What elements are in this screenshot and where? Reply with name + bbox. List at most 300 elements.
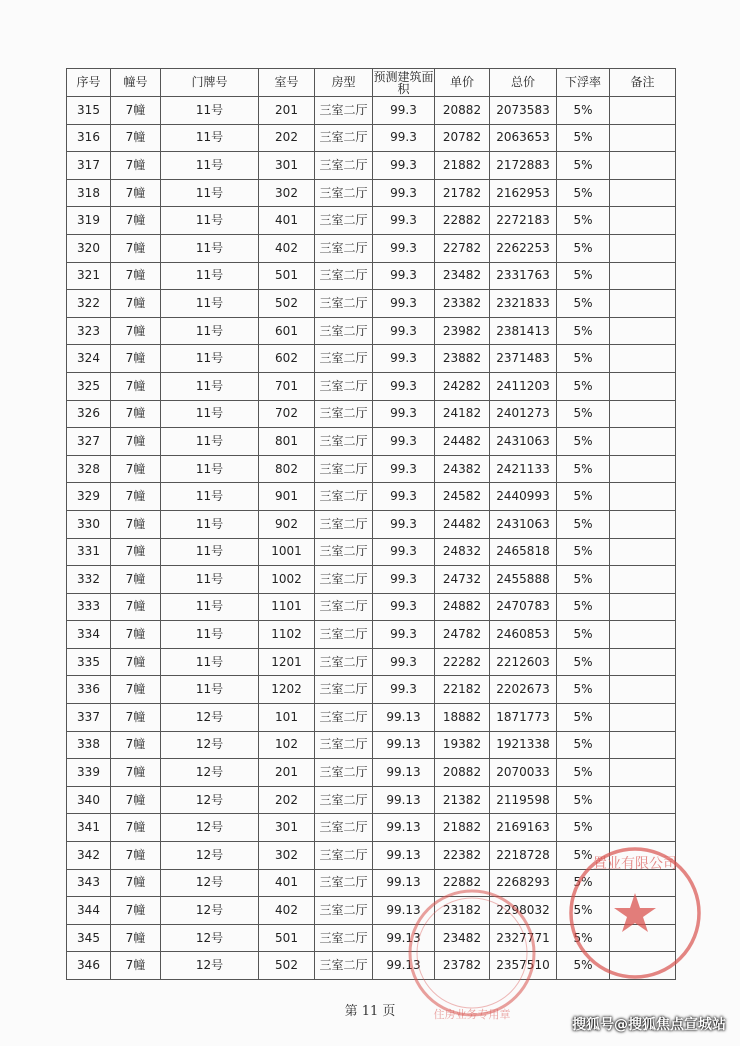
cell-building: 7幢 [111,345,161,373]
cell-area: 99.3 [373,262,435,290]
cell-remark [610,814,676,842]
table-row [67,593,676,621]
cell-total-price: 2431063 [490,510,557,538]
cell-building: 7幢 [111,621,161,649]
cell-area: 99.3 [373,124,435,152]
table-row [67,621,676,649]
cell-unit-price: 22882 [435,207,490,235]
cell-unit-price: 20782 [435,124,490,152]
table-row [67,731,676,759]
cell-seq: 331 [67,538,111,566]
cell-layout: 三室二厅 [315,124,373,152]
cell-area: 99.3 [373,676,435,704]
cell-layout: 三室二厅 [315,97,373,125]
cell-area: 99.3 [373,290,435,318]
cell-door-number: 11号 [161,566,259,594]
cell-layout: 三室二厅 [315,786,373,814]
cell-remark [610,869,676,897]
cell-remark [610,621,676,649]
cell-area: 99.13 [373,869,435,897]
cell-seq: 334 [67,621,111,649]
cell-remark [610,676,676,704]
cell-total-price: 1871773 [490,704,557,732]
cell-total-price: 2070033 [490,759,557,787]
cell-building: 7幢 [111,593,161,621]
cell-building: 7幢 [111,897,161,925]
cell-door-number: 11号 [161,234,259,262]
cell-unit-price: 23782 [435,952,490,980]
cell-area: 99.3 [373,317,435,345]
cell-area: 99.13 [373,952,435,980]
cell-total-price: 2431063 [490,428,557,456]
cell-building: 7幢 [111,234,161,262]
cell-door-number: 12号 [161,704,259,732]
cell-remark [610,428,676,456]
cell-seq: 324 [67,345,111,373]
cell-building: 7幢 [111,510,161,538]
cell-area: 99.13 [373,731,435,759]
cell-seq: 321 [67,262,111,290]
cell-remark [610,207,676,235]
cell-building: 7幢 [111,483,161,511]
cell-unit-price: 18882 [435,704,490,732]
cell-building: 7幢 [111,648,161,676]
cell-total-price: 2455888 [490,566,557,594]
cell-room: 302 [259,842,315,870]
cell-seq: 341 [67,814,111,842]
cell-seq: 330 [67,510,111,538]
cell-layout: 三室二厅 [315,372,373,400]
cell-unit-price: 20882 [435,759,490,787]
table-row [67,897,676,925]
table-row [67,262,676,290]
cell-layout: 三室二厅 [315,455,373,483]
cell-discount: 5% [557,566,610,594]
cell-building: 7幢 [111,952,161,980]
cell-door-number: 12号 [161,869,259,897]
cell-seq: 332 [67,566,111,594]
cell-building: 7幢 [111,786,161,814]
cell-unit-price: 22282 [435,648,490,676]
cell-layout: 三室二厅 [315,593,373,621]
cell-layout: 三室二厅 [315,731,373,759]
cell-room: 501 [259,262,315,290]
cell-layout: 三室二厅 [315,676,373,704]
cell-unit-price: 23182 [435,897,490,925]
cell-seq: 344 [67,897,111,925]
cell-remark [610,179,676,207]
cell-door-number: 12号 [161,924,259,952]
cell-area: 99.13 [373,842,435,870]
cell-room: 701 [259,372,315,400]
cell-total-price: 2381413 [490,317,557,345]
cell-area: 99.3 [373,648,435,676]
cell-area: 99.13 [373,759,435,787]
cell-door-number: 11号 [161,400,259,428]
cell-seq: 340 [67,786,111,814]
cell-area: 99.13 [373,897,435,925]
table-row [67,152,676,180]
cell-discount: 5% [557,593,610,621]
cell-room: 902 [259,510,315,538]
table-row [67,455,676,483]
cell-total-price: 2268293 [490,869,557,897]
cell-layout: 三室二厅 [315,290,373,318]
cell-area: 99.3 [373,97,435,125]
cell-room: 601 [259,317,315,345]
cell-seq: 333 [67,593,111,621]
cell-area: 99.3 [373,566,435,594]
cell-room: 502 [259,952,315,980]
cell-total-price: 2212603 [490,648,557,676]
cell-unit-price: 24482 [435,510,490,538]
cell-discount: 5% [557,704,610,732]
cell-building: 7幢 [111,814,161,842]
cell-total-price: 2460853 [490,621,557,649]
cell-seq: 343 [67,869,111,897]
cell-total-price: 2327771 [490,924,557,952]
cell-remark [610,372,676,400]
cell-total-price: 2202673 [490,676,557,704]
cell-room: 1101 [259,593,315,621]
cell-seq: 328 [67,455,111,483]
cell-building: 7幢 [111,428,161,456]
header-door-number: 门牌号 [161,69,259,97]
cell-unit-price: 22782 [435,234,490,262]
cell-area: 99.3 [373,455,435,483]
cell-seq: 329 [67,483,111,511]
header-discount: 下浮率 [557,69,610,97]
cell-total-price: 2162953 [490,179,557,207]
cell-total-price: 2440993 [490,483,557,511]
cell-remark [610,648,676,676]
header-total-price: 总价 [490,69,557,97]
cell-area: 99.3 [373,400,435,428]
cell-door-number: 12号 [161,842,259,870]
cell-area: 99.3 [373,510,435,538]
cell-area: 99.3 [373,428,435,456]
cell-total-price: 2063653 [490,124,557,152]
cell-area: 99.3 [373,207,435,235]
cell-remark [610,345,676,373]
cell-seq: 337 [67,704,111,732]
cell-discount: 5% [557,924,610,952]
cell-total-price: 2411203 [490,372,557,400]
cell-room: 401 [259,869,315,897]
cell-total-price: 2470783 [490,593,557,621]
cell-remark [610,400,676,428]
cell-remark [610,786,676,814]
cell-door-number: 12号 [161,731,259,759]
cell-discount: 5% [557,234,610,262]
cell-room: 101 [259,704,315,732]
cell-door-number: 11号 [161,179,259,207]
cell-building: 7幢 [111,538,161,566]
cell-building: 7幢 [111,704,161,732]
table-row [67,372,676,400]
cell-discount: 5% [557,731,610,759]
cell-unit-price: 19382 [435,731,490,759]
table-row [67,704,676,732]
cell-discount: 5% [557,538,610,566]
cell-remark [610,97,676,125]
watermark-text: 搜狐号@搜狐焦点宣城站 [572,1017,726,1033]
cell-room: 1001 [259,538,315,566]
cell-remark [610,842,676,870]
cell-seq: 346 [67,952,111,980]
cell-door-number: 11号 [161,207,259,235]
cell-building: 7幢 [111,924,161,952]
cell-building: 7幢 [111,179,161,207]
cell-unit-price: 23482 [435,924,490,952]
cell-total-price: 2119598 [490,786,557,814]
cell-building: 7幢 [111,869,161,897]
cell-layout: 三室二厅 [315,566,373,594]
cell-total-price: 2172883 [490,152,557,180]
table-row [67,179,676,207]
header-room: 室号 [259,69,315,97]
cell-unit-price: 23382 [435,290,490,318]
cell-discount: 5% [557,897,610,925]
table-row [67,814,676,842]
cell-discount: 5% [557,345,610,373]
cell-door-number: 11号 [161,538,259,566]
cell-total-price: 2298032 [490,897,557,925]
cell-discount: 5% [557,621,610,649]
cell-room: 802 [259,455,315,483]
cell-door-number: 11号 [161,621,259,649]
cell-seq: 327 [67,428,111,456]
cell-room: 302 [259,179,315,207]
cell-unit-price: 24282 [435,372,490,400]
cell-building: 7幢 [111,152,161,180]
cell-seq: 315 [67,97,111,125]
cell-layout: 三室二厅 [315,207,373,235]
cell-room: 702 [259,400,315,428]
cell-seq: 325 [67,372,111,400]
cell-discount: 5% [557,152,610,180]
cell-discount: 5% [557,428,610,456]
cell-layout: 三室二厅 [315,648,373,676]
header-building: 幢号 [111,69,161,97]
cell-layout: 三室二厅 [315,814,373,842]
cell-remark [610,731,676,759]
svg-text:置业有限公司: 置业有限公司 [593,856,677,872]
cell-total-price: 1921338 [490,731,557,759]
cell-remark [610,952,676,980]
cell-room: 901 [259,483,315,511]
svg-text:住房业务专用章: 住房业务专用章 [433,1008,511,1021]
cell-door-number: 11号 [161,124,259,152]
cell-room: 1201 [259,648,315,676]
cell-discount: 5% [557,97,610,125]
table-row [67,317,676,345]
price-table [66,68,676,980]
cell-area: 99.3 [373,483,435,511]
cell-total-price: 2421133 [490,455,557,483]
cell-room: 502 [259,290,315,318]
cell-building: 7幢 [111,455,161,483]
cell-remark [610,317,676,345]
cell-unit-price: 24782 [435,621,490,649]
cell-remark [610,897,676,925]
cell-door-number: 11号 [161,593,259,621]
cell-remark [610,510,676,538]
header-remark: 备注 [610,69,676,97]
cell-seq: 319 [67,207,111,235]
cell-building: 7幢 [111,290,161,318]
cell-room: 201 [259,759,315,787]
cell-door-number: 12号 [161,786,259,814]
cell-seq: 322 [67,290,111,318]
cell-unit-price: 23882 [435,345,490,373]
cell-remark [610,759,676,787]
cell-discount: 5% [557,400,610,428]
cell-total-price: 2272183 [490,207,557,235]
cell-discount: 5% [557,372,610,400]
cell-seq: 336 [67,676,111,704]
cell-room: 602 [259,345,315,373]
cell-discount: 5% [557,814,610,842]
cell-unit-price: 22382 [435,842,490,870]
cell-room: 501 [259,924,315,952]
cell-building: 7幢 [111,124,161,152]
cell-area: 99.3 [373,372,435,400]
cell-area: 99.13 [373,786,435,814]
cell-area: 99.3 [373,593,435,621]
cell-unit-price: 24882 [435,593,490,621]
cell-unit-price: 24382 [435,455,490,483]
header-unit-price: 单价 [435,69,490,97]
cell-building: 7幢 [111,400,161,428]
cell-discount: 5% [557,786,610,814]
cell-area: 99.3 [373,538,435,566]
cell-layout: 三室二厅 [315,428,373,456]
cell-layout: 三室二厅 [315,621,373,649]
cell-room: 102 [259,731,315,759]
cell-seq: 323 [67,317,111,345]
cell-remark [610,262,676,290]
cell-unit-price: 24732 [435,566,490,594]
cell-room: 202 [259,786,315,814]
cell-discount: 5% [557,676,610,704]
cell-room: 201 [259,97,315,125]
cell-total-price: 2169163 [490,814,557,842]
cell-total-price: 2371483 [490,345,557,373]
cell-unit-price: 23982 [435,317,490,345]
cell-layout: 三室二厅 [315,234,373,262]
cell-door-number: 11号 [161,317,259,345]
table-row [67,345,676,373]
page-number: 第 11 页 [344,1004,396,1019]
cell-area: 99.3 [373,345,435,373]
cell-layout: 三室二厅 [315,924,373,952]
cell-layout: 三室二厅 [315,400,373,428]
cell-layout: 三室二厅 [315,317,373,345]
cell-discount: 5% [557,179,610,207]
cell-seq: 335 [67,648,111,676]
cell-total-price: 2073583 [490,97,557,125]
cell-layout: 三室二厅 [315,538,373,566]
cell-remark [610,566,676,594]
cell-seq: 342 [67,842,111,870]
cell-unit-price: 21782 [435,179,490,207]
cell-seq: 339 [67,759,111,787]
cell-layout: 三室二厅 [315,152,373,180]
cell-seq: 338 [67,731,111,759]
cell-total-price: 2321833 [490,290,557,318]
cell-remark [610,924,676,952]
cell-door-number: 11号 [161,345,259,373]
table-row [67,428,676,456]
cell-area: 99.3 [373,621,435,649]
cell-layout: 三室二厅 [315,759,373,787]
cell-room: 202 [259,124,315,152]
cell-building: 7幢 [111,759,161,787]
cell-unit-price: 24482 [435,428,490,456]
cell-remark [610,290,676,318]
cell-layout: 三室二厅 [315,704,373,732]
cell-unit-price: 21882 [435,814,490,842]
cell-door-number: 11号 [161,97,259,125]
cell-building: 7幢 [111,676,161,704]
cell-discount: 5% [557,869,610,897]
table-row [67,759,676,787]
cell-room: 401 [259,207,315,235]
cell-unit-price: 24182 [435,400,490,428]
cell-door-number: 11号 [161,262,259,290]
header-layout: 房型 [315,69,373,97]
table-header-row [67,69,676,97]
cell-room: 1102 [259,621,315,649]
cell-door-number: 12号 [161,759,259,787]
cell-door-number: 12号 [161,952,259,980]
cell-unit-price: 24582 [435,483,490,511]
cell-remark [610,593,676,621]
cell-unit-price: 22882 [435,869,490,897]
cell-area: 99.13 [373,924,435,952]
cell-discount: 5% [557,124,610,152]
cell-remark [610,152,676,180]
cell-discount: 5% [557,952,610,980]
cell-room: 1002 [259,566,315,594]
table-row [67,952,676,980]
cell-door-number: 11号 [161,372,259,400]
header-seq: 序号 [67,69,111,97]
cell-room: 301 [259,152,315,180]
cell-discount: 5% [557,510,610,538]
cell-room: 402 [259,234,315,262]
cell-unit-price: 23482 [435,262,490,290]
cell-door-number: 12号 [161,897,259,925]
cell-door-number: 11号 [161,510,259,538]
table-row [67,510,676,538]
cell-remark [610,483,676,511]
cell-door-number: 11号 [161,648,259,676]
cell-unit-price: 24832 [435,538,490,566]
cell-seq: 318 [67,179,111,207]
cell-discount: 5% [557,455,610,483]
cell-seq: 316 [67,124,111,152]
table-row [67,676,676,704]
cell-seq: 326 [67,400,111,428]
cell-total-price: 2401273 [490,400,557,428]
cell-room: 301 [259,814,315,842]
table-row [67,290,676,318]
cell-discount: 5% [557,207,610,235]
cell-discount: 5% [557,759,610,787]
table-row [67,234,676,262]
